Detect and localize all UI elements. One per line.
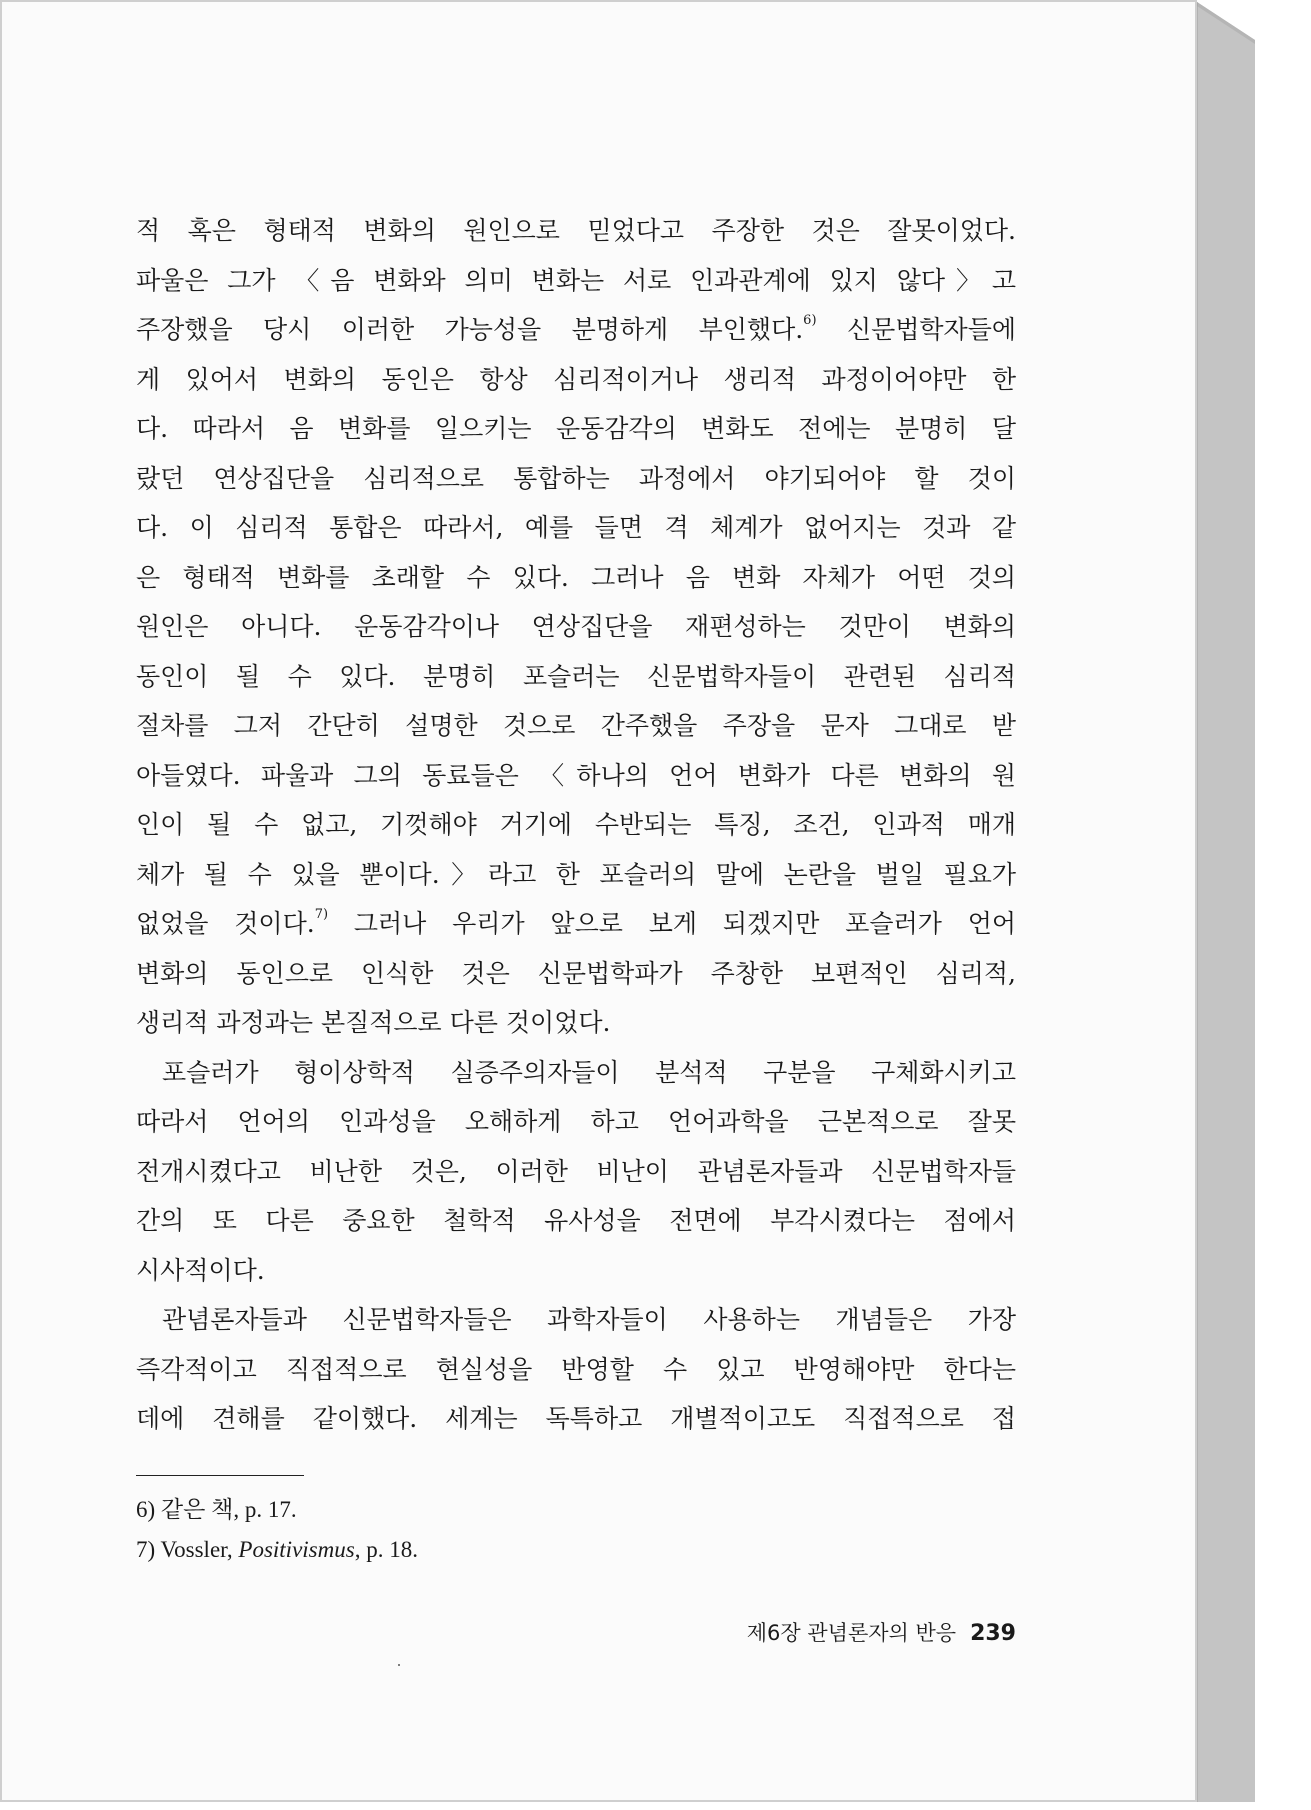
body-line: 전개시켰다고 비난한 것은, 이러한 비난이 관념론자들과 신문법학자들 [136,1156,1016,1186]
body-line: 은 형태적 변화를 초래할 수 있다. 그러나 음 변화 자체가 어떤 것의 [136,562,1016,592]
footnote-ref: 7) [314,907,329,922]
body-line: 다. 이 심리적 통합은 따라서, 예를 들면 격 체계가 없어지는 것과 같 [136,513,1016,542]
footnote-divider [136,1475,304,1476]
body-line: 랐던 연상집단을 심리적으로 통합하는 과정에서 야기되어야 할 것이 [136,463,1016,493]
footnote-rest: , p. 18. [354,1537,418,1562]
footnote [136,1530,418,1570]
footnote [136,1490,418,1530]
body-line: 동인이 될 수 있다. 분명히 포슬러는 신문법학자들이 관련된 심리적 [136,661,1016,691]
body-line: 원인은 아니다. 운동감각이나 연상집단을 재편성하는 것만이 변화의 [136,612,1016,641]
chapter-title: 제6장 관념론자의 반응 [746,1621,957,1645]
body-line: 생리적 과정과는 본질적으로 다른 것이었다. [136,1008,611,1037]
body-line: 포슬러가 형이상학적 실증주의자들이 분석적 구분을 구체화시키고 [162,1057,1016,1087]
body-line: 적 혹은 형태적 변화의 원인으로 믿었다고 주장한 것은 잘못이었다. [136,216,1016,245]
body-line: 인이 될 수 없고, 기껏해야 거기에 수반되는 특징, 조건, 인과적 매개 [136,810,1016,839]
body-line: 체가 될 수 있을 뿐이다.〉라고 한 포슬러의 말에 논란을 벌일 필요가 [136,859,1016,889]
body-line: 즉각적이고 직접적으로 현실성을 반영할 수 있고 반영해야만 한다는 [136,1354,1016,1384]
body-line: 절차를 그저 간단히 설명한 것으로 간주했을 주장을 문자 그대로 받 [136,711,1016,740]
footnote-number: 6) [136,1497,156,1522]
body-line: 따라서 언어의 인과성을 오해하게 하고 언어과학을 근본적으로 잘못 [136,1107,1016,1136]
body-line: 주장했을 당시 이러한 가능성을 분명하게 부인했다.$^{6)}$ 신문법학자들에 [136,313,1016,344]
body-text [136,206,1016,1444]
body-line: 다. 따라서 음 변화를 일으키는 운동감각의 변화도 전에는 분명히 달 [136,414,1016,443]
footnotes [136,1490,418,1570]
body-line: 아들였다. 파울과 그의 동료들은 〈하나의 언어 변화가 다른 변화의 원 [136,760,1016,790]
body-line: 파울은 그가 〈음 변화와 의미 변화는 서로 인과관계에 있지 않다〉고 [136,265,1016,295]
speck [398,1664,400,1666]
body-line: 게 있어서 변화의 동인은 항상 심리적이거나 생리적 과정이어야만 한 [136,364,1016,394]
running-footer [600,1618,1016,1649]
body-line: 변화의 동인으로 인식한 것은 신문법학파가 주창한 보편적인 심리적, [136,958,1016,988]
body-line: 없었을 것이다.$^{7)}$ 그러나 우리가 앞으로 보게 되겠지만 포슬러가 언어 [136,907,1017,938]
body-line: 데에 견해를 같이했다. 세계는 독특하고 개별적이고도 직접적으로 접 [136,1404,1016,1433]
body-line: 시사적이다. [136,1255,265,1285]
footnote-number: 7) [136,1537,156,1562]
footnote-work-title: Positivismus [238,1537,355,1562]
footnote-ref: 6) [803,313,817,328]
footnote-text: 같은 책, p. 17. [160,1497,297,1522]
body-line: 관념론자들과 신문법학자들은 과학자들이 사용하는 개념들은 가장 [162,1305,1016,1334]
body-line: 간의 또 다른 중요한 철학적 유사성을 전면에 부각시켰다는 점에서 [136,1206,1016,1235]
footnote-author: Vossler, [160,1537,233,1562]
page-number: 239 [970,1621,1016,1646]
